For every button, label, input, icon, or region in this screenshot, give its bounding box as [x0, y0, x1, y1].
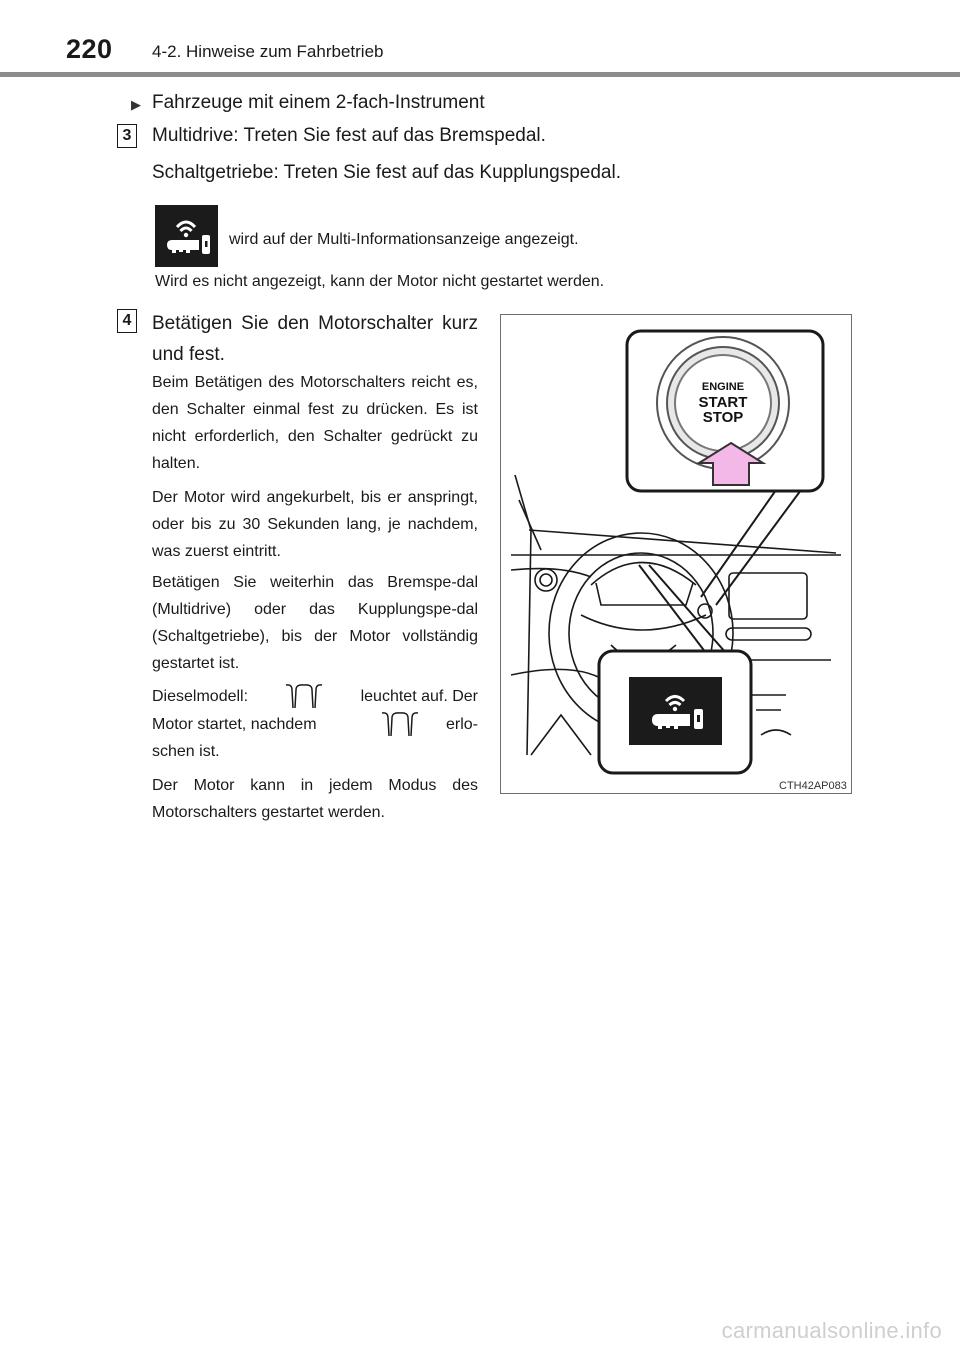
diesel-line-2: [152, 711, 478, 738]
dashboard-illustration: [500, 314, 852, 794]
diesel-engine-starts: Motor startet, nachdem: [152, 716, 317, 733]
step-3-line-2: Schaltgetriebe: Treten Sie fest auf das Kupplungspedal.: [152, 162, 621, 183]
glow-plug-icon: [378, 709, 422, 748]
section-title: 4-2. Hinweise zum Fahrbetrieb: [152, 42, 384, 61]
step-4-paragraph-2: Der Motor wird angekurbelt, bis er anspringt, oder bis zu 30 Sekunden lang, je nachdem, was zuerst eintritt.: [152, 489, 478, 560]
step-4-number: 4: [117, 309, 137, 333]
step-4-paragraph-1: Beim Betätigen des Motorschalters reicht es, den Schalter einmal fest zu drücken. Es ist nicht erforderlich, den Schalter gedrückt zu halten.: [152, 374, 478, 472]
illustration-code: CTH42AP083: [779, 780, 847, 792]
diesel-line-3: schen ist.: [152, 743, 220, 760]
diesel-extinguished-part: erlo-: [445, 716, 478, 733]
bullet-heading: Fahrzeuge mit einem 2-fach-Instrument: [152, 92, 485, 113]
page-number: 220: [66, 34, 113, 64]
watermark: carmanualsonline.info: [721, 1318, 942, 1343]
step-4-paragraph-3: Betätigen Sie weiterhin das Bremspe-dal (Multidrive) oder das Kupplungspe-dal (Schaltgetriebe), bis der Motor vollständig gestartet ist.: [152, 574, 478, 672]
header-rule: [0, 72, 960, 77]
step-3-note: Wird es nicht angezeigt, kann der Motor nicht gestartet werden.: [155, 273, 605, 290]
step-3-line-1: Multidrive: Treten Sie fest auf das Bremspedal.: [152, 125, 546, 146]
button-label-stop: STOP: [702, 409, 744, 426]
bullet-triangle-icon: ▶: [131, 97, 141, 112]
key-indicator-icon: [155, 205, 218, 267]
diesel-lights-up: leuchtet auf. Der: [360, 688, 478, 705]
diesel-label: Dieselmodell:: [152, 688, 249, 705]
button-label-engine: ENGINE: [701, 381, 745, 393]
dashboard-drawing: [501, 315, 852, 794]
step-3-number: 3: [117, 124, 137, 148]
button-label-start: START: [698, 394, 748, 411]
indicator-description: wird auf der Multi-Informationsanzeige angezeigt.: [229, 231, 579, 248]
diesel-line-1: [152, 683, 478, 710]
step-4-heading: Betätigen Sie den Motorschalter kurz und fest.: [152, 313, 478, 365]
step-4-paragraph-5: Der Motor kann in jedem Modus des Motorschalters gestartet werden.: [152, 777, 478, 821]
